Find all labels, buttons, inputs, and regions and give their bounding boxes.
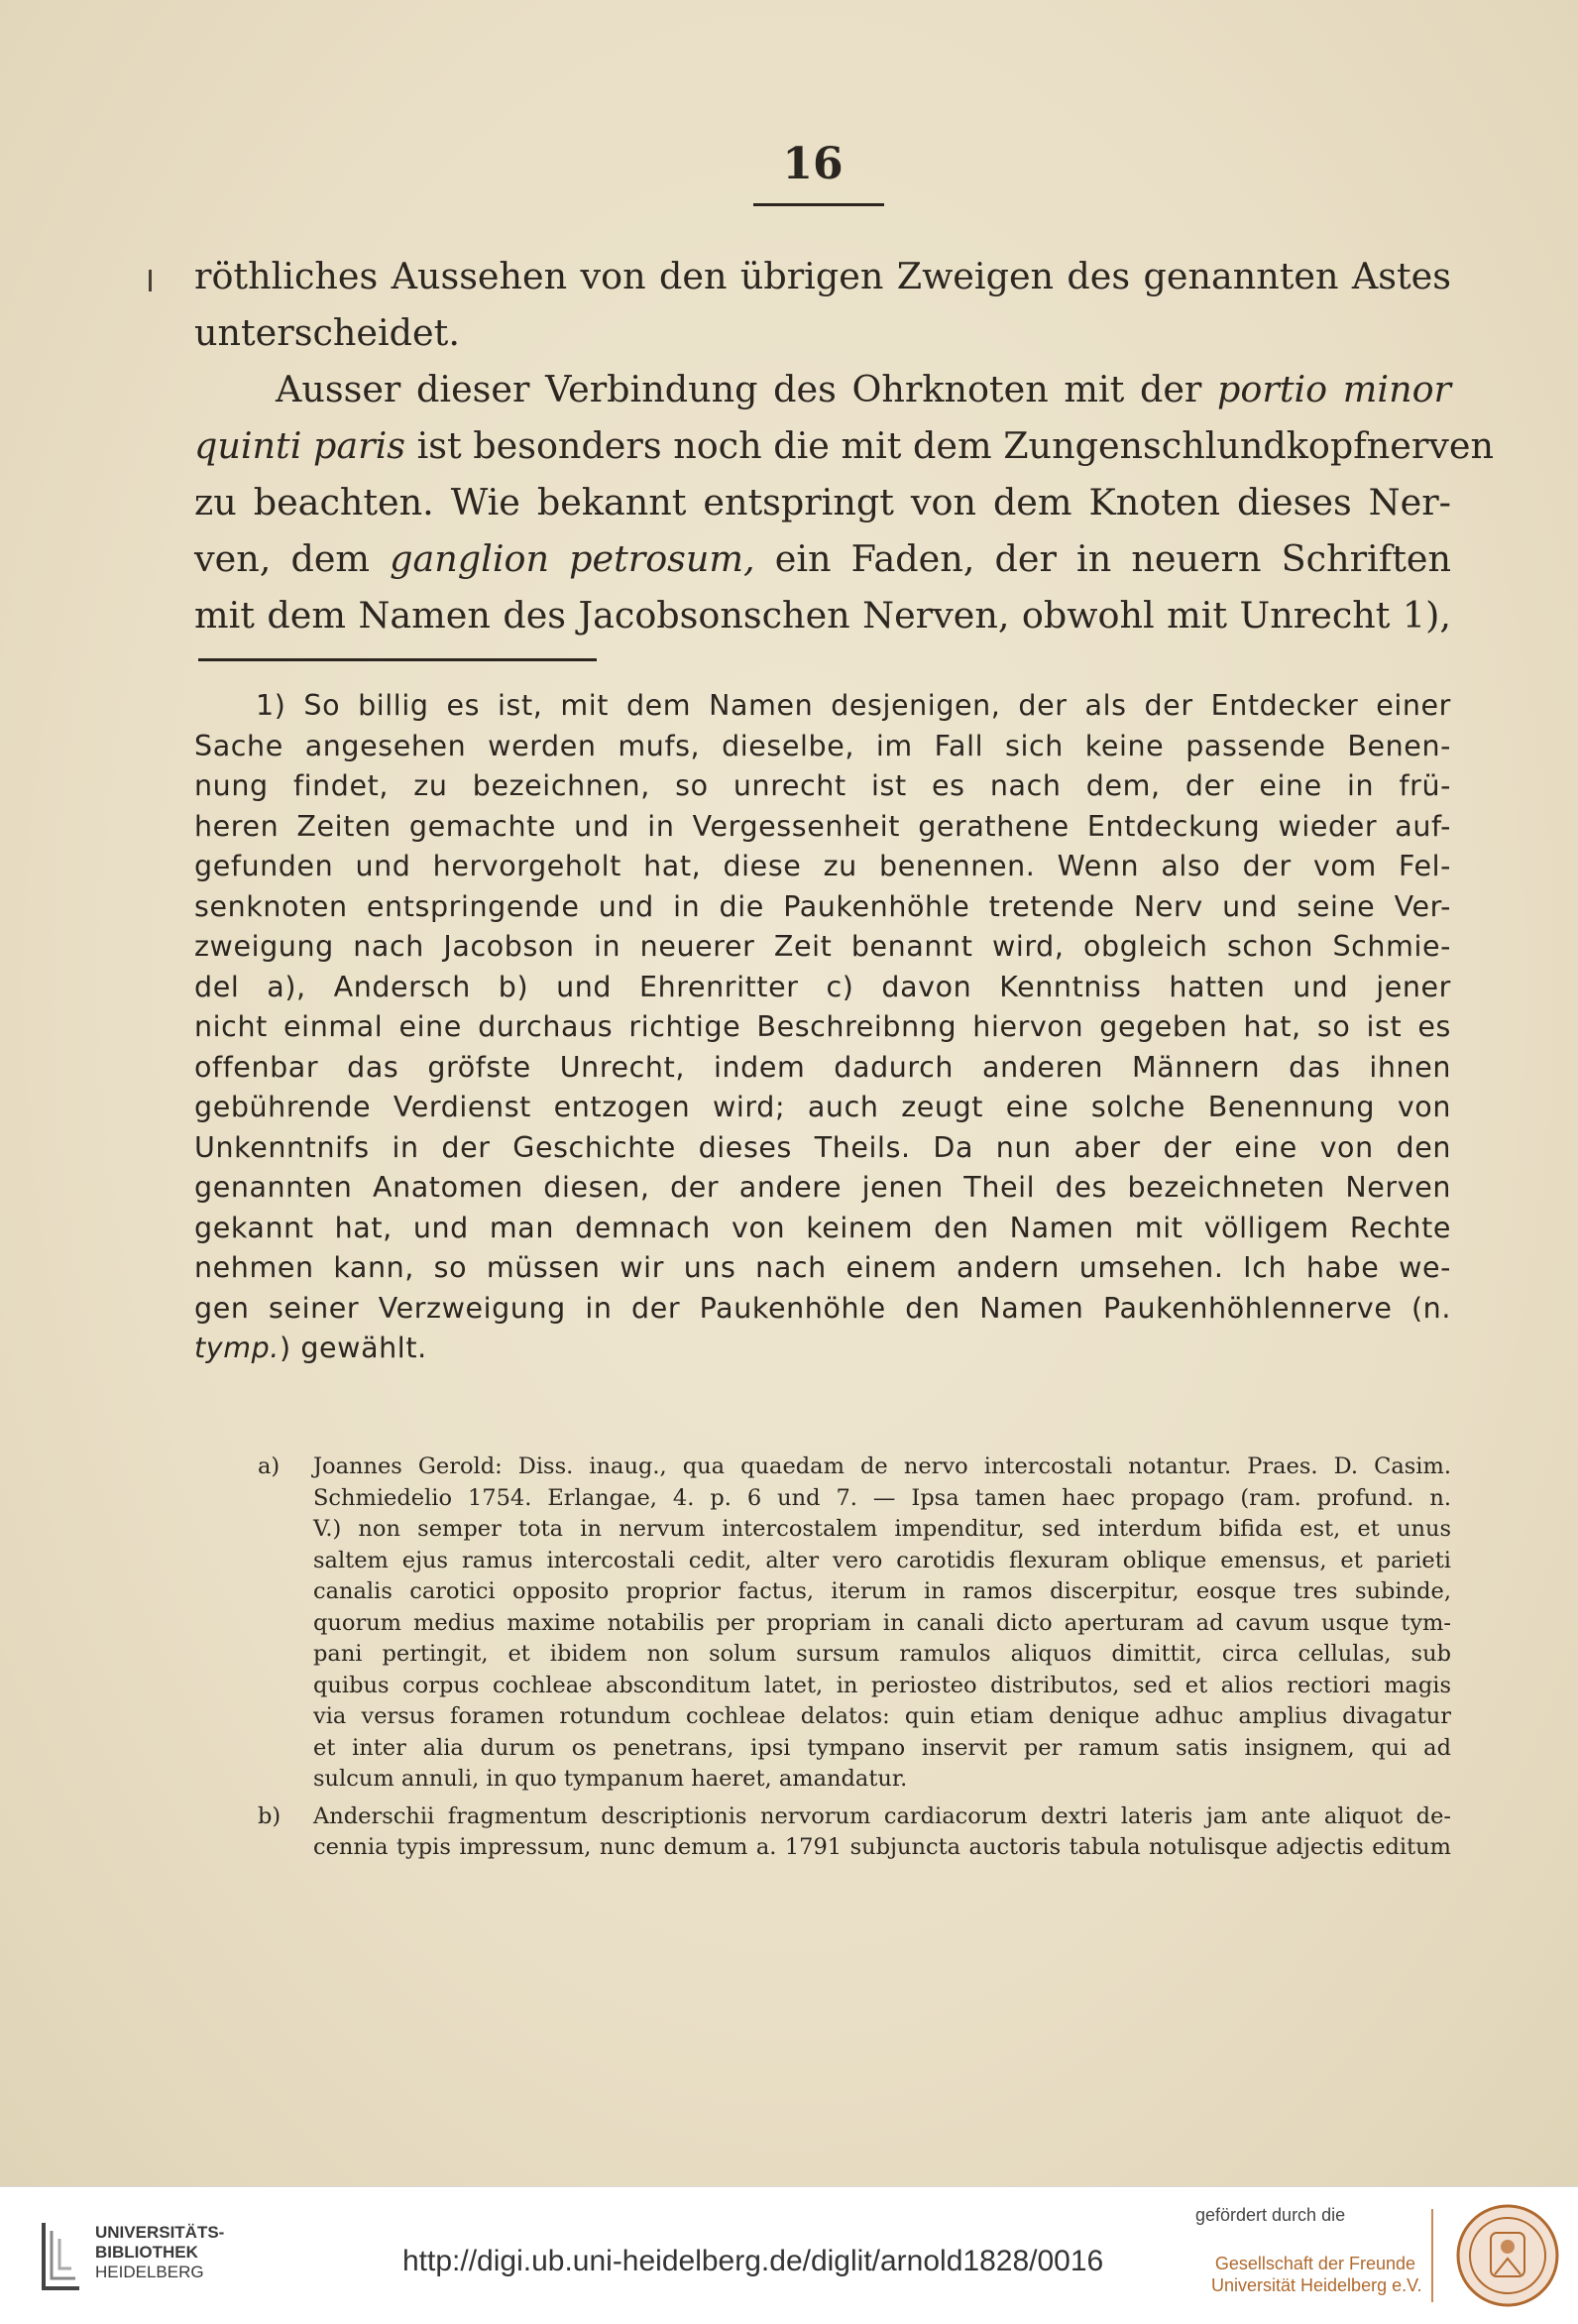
university-seal-icon: [1455, 2203, 1560, 2308]
sponsor-name-line: Gesellschaft der Freunde: [1214, 2254, 1415, 2273]
body-text-fragment: ein Faden, der in neuern Schriften: [754, 537, 1451, 580]
body-line: mit dem Namen des Jacobsonschen Nerven, obwohl mit Unrecht 1),: [194, 594, 1451, 637]
subnote-line: Joannes Gerold: Diss. inaug., qua quaedam de nervo intercostali notantur. Praes. D. Casim.: [313, 1453, 1451, 1479]
latin-term: quinti paris: [194, 424, 405, 467]
library-name-line: BIBLIOTHEK: [95, 2243, 198, 2262]
library-name-line: HEIDELBERG: [95, 2263, 204, 2281]
footnote-line: [194, 1329, 1451, 1369]
body-text-fragment: Ausser dieser Verbindung des Ohrknoten mit der: [276, 368, 1218, 410]
subnote-b: [194, 1801, 1451, 1864]
body-text-fragment: ven, dem: [194, 537, 391, 580]
sponsor-name: [1211, 2253, 1422, 2296]
subnote-line: saltem ejus ramus intercostali cedit, alter vero carotidis flexuram oblique emensus, et parieti: [313, 1547, 1451, 1573]
sponsor-divider: [1431, 2209, 1433, 2302]
footnote-line: gen seiner Verzweigung in der Paukenhöhle den Namen Paukenhöhlennerve (n.: [194, 1291, 1451, 1325]
latin-term: ganglion petrosum,: [390, 537, 755, 580]
subnote-line: via versus foramen rotundum cochleae delatos: quin etiam denique adhuc amplius divagatur: [313, 1703, 1451, 1729]
footnote-line: 1) So billig es ist, mit dem Namen desjenigen, der als der Entdecker einer: [256, 689, 1451, 722]
library-name-line: UNIVERSITÄTS-: [95, 2223, 225, 2242]
footnote-line: nung findet, zu bezeichnen, so unrecht ist es nach dem, der eine in frü-: [194, 769, 1451, 802]
page-number-rule: [753, 203, 884, 206]
subnote-line: sulcum annuli, in quo tympanum haeret, amandatur.: [313, 1766, 908, 1792]
permalink-url[interactable]: http://digi.ub.uni-heidelberg.de/diglit/arnold1828/0016: [402, 2245, 1104, 2277]
subnote-line: cennia typis impressum, nunc demum a. 1791 subjuncta auctoris tabula notulisque adjectis editum: [313, 1834, 1451, 1860]
margin-mark: [149, 270, 152, 291]
footnote-line: gebührende Verdienst entzogen wird; auch zeugt eine solche Benennung von: [194, 1091, 1451, 1123]
subnote-line: V.) non semper tota in nervum intercostalem impenditur, sed interdum bifida est, et unus: [313, 1516, 1451, 1542]
library-name: [95, 2223, 224, 2282]
footnote-line: heren Zeiten gemachte und in Vergessenheit gerathene Entdeckung wieder auf-: [194, 809, 1451, 843]
footnote-line: gefunden und hervorgeholt hat, diese zu benennen. Wenn also der vom Fel-: [194, 850, 1451, 882]
subnote-marker: a): [258, 1453, 281, 1479]
body-line: zu beachten. Wie bekannt entspringt von dem Knoten dieses Ner-: [194, 481, 1451, 523]
latin-term: portio minor: [1217, 368, 1452, 410]
body-line: röthliches Aussehen von den übrigen Zweigen des genannten Astes: [194, 255, 1451, 297]
sponsor-name-line: Universität Heidelberg e.V.: [1211, 2275, 1422, 2295]
body-line: [194, 530, 1451, 587]
footnote-line: senknoten entspringende und in die Paukenhöhle tretende Nerv und seine Ver-: [194, 889, 1451, 923]
footnote-line: gekannt hat, und man demnach von keinem den Namen mit völligem Rechte: [194, 1211, 1451, 1244]
main-text: [194, 248, 1495, 643]
subnote-line: et inter alia durum os penetrans, ipsi tympano inservit per ramum satis insignem, qui ad: [313, 1734, 1451, 1761]
digitization-footer: [0, 2186, 1578, 2324]
body-line: unterscheidet.: [194, 311, 460, 354]
subnote-line: quibus corpus cochleae absconditum latet, in periosteo distributos, sed et alios rectiori magis: [313, 1672, 1451, 1698]
footnote-line: del a), Andersch b) und Ehrenritter c) davon Kenntniss hatten und jener: [194, 970, 1451, 1003]
body-line: [194, 417, 1495, 474]
subnote-marker: b): [258, 1802, 282, 1829]
footnote-line: zweigung nach Jacobson in neuerer Zeit benannt wird, obgleich schon Schmie-: [194, 930, 1451, 963]
footnote-text-fragment: ) gewählt.: [279, 1332, 427, 1364]
latin-term: tymp.: [194, 1332, 280, 1364]
footnote-line: nehmen kann, so müssen wir uns nach einem andern umsehen. Ich habe we-: [194, 1251, 1451, 1284]
footnote-line: genannten Anatomen diesen, der andere jenen Theil des bezeichneten Nerven: [194, 1171, 1451, 1204]
body-line: [194, 361, 1451, 417]
subnote-line: Anderschii fragmentum descriptionis nervorum cardiacorum dextri lateris jam ante aliquot de-: [313, 1802, 1451, 1829]
footnote-1: [194, 686, 1451, 1369]
footnote-line: offenbar das gröfste Unrecht, indem dadurch anderen Männern das ihnen: [194, 1050, 1451, 1084]
subnote-line: Schmiedelio 1754. Erlangae, 4. p. 6 und 7. — Ipsa tamen haec propago (ram. profund. n.: [313, 1484, 1451, 1511]
subnote-a: [194, 1452, 1451, 1796]
subnote-line: canalis carotici opposito proprior factus, iterum in ramos discerpitur, eosque tres subinde,: [313, 1578, 1451, 1604]
body-text-fragment: ist besonders noch die mit dem Zungenschlundkopfnerven: [404, 424, 1495, 467]
footnote-line: Sache angesehen werden mufs, dieselbe, im Fall sich keine passende Benen-: [194, 729, 1451, 762]
subnote-line: pani pertingit, et ibidem non solum sursum ramulos aliquos dimittit, circa cellulas, sub: [313, 1641, 1451, 1667]
page-number: 16: [782, 139, 844, 189]
footnote-rule: [198, 658, 597, 661]
sponsor-label: gefördert durch die: [1195, 2205, 1346, 2225]
footnote-line: nicht einmal eine durchaus richtige Beschreibnng hiervon gegeben hat, so ist es: [194, 1010, 1451, 1043]
subnote-line: quorum medius maxime notabilis per propriam in canali dicto aperturam ad cavum usque tym-: [313, 1609, 1451, 1636]
footnote-line: Unkenntnifs in der Geschichte dieses Theils. Da nun aber der eine von den: [194, 1130, 1451, 1164]
subnotes: [194, 1452, 1451, 1870]
university-library-logo-icon: [40, 2217, 83, 2294]
